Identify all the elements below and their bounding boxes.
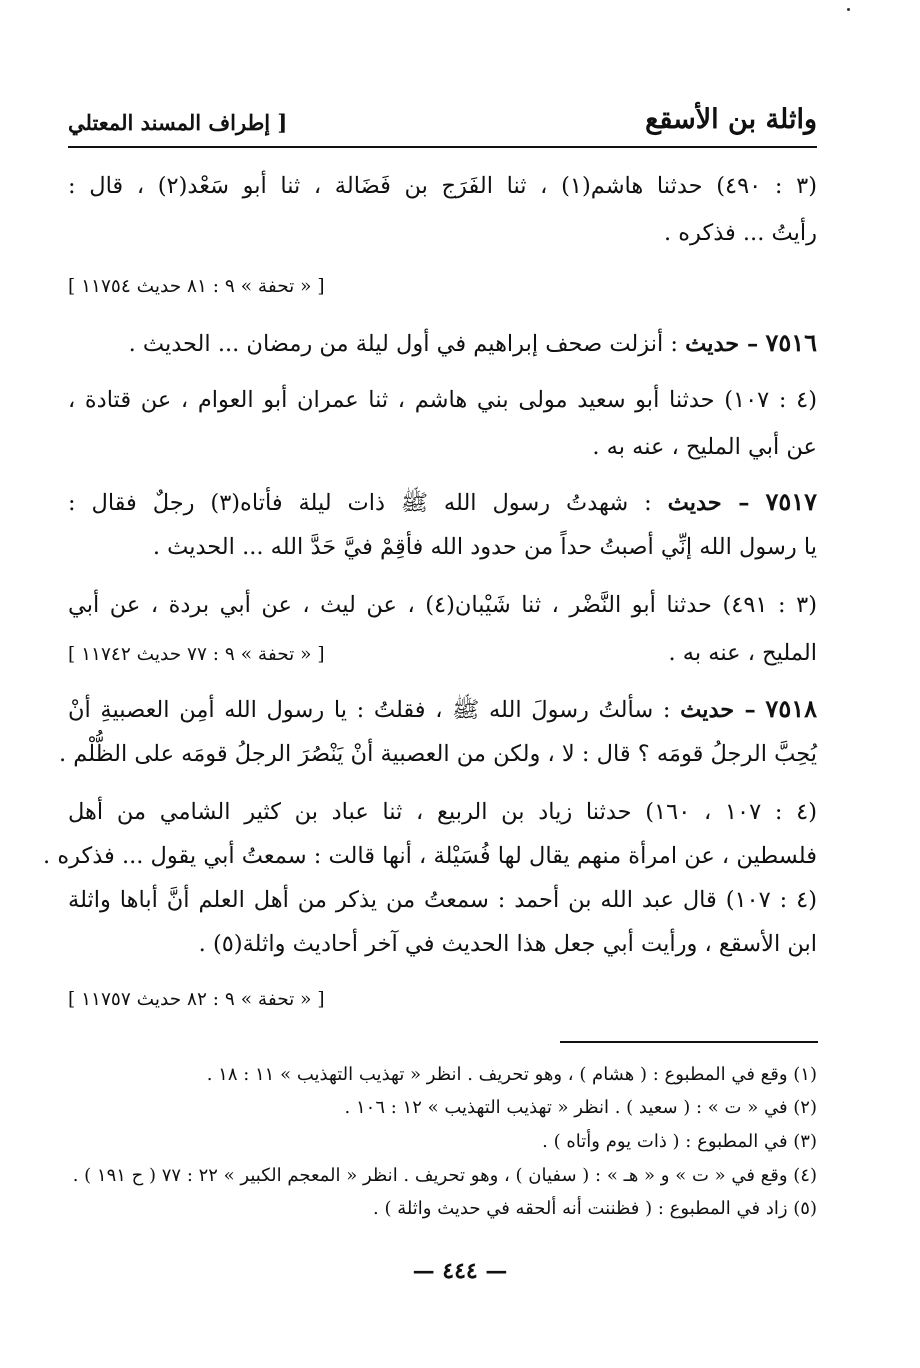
chain-line-5: عن أبي المليح ، عنه به .: [592, 434, 817, 460]
scan-speck: [847, 8, 850, 11]
hadith-7518-text-line-2: يُحِبَّ الرجلُ قومَه ؟ قال : لا ، ولكن من العصبية أنْ يَنْصُرَ الرجلُ قومَه على الظُّلْم .: [58, 741, 817, 767]
footnote-1: (١) وقع في المطبوع : ( هشام ) ، وهو تحريف . انظر « تهذيب التهذيب » ١١ : ١٨ .: [206, 1064, 817, 1085]
footnote-2: (٢) في « ت » : ( سعيد ) . انظر « تهذيب التهذيب » ١٢ : ١٠٦ .: [344, 1097, 817, 1118]
chain-line-1: (٣ : ٤٩٠) حدثنا هاشم(١) ، ثنا الفَرَج بن فَضَالة ، ثنا أبو سَعْد(٢) ، قال :: [68, 173, 817, 199]
hadith-label: – حديث: [680, 697, 756, 723]
chain-line-12: (٤ : ١٠٧ ، ١٦٠) حدثنا زياد بن الربيع ، ثنا عباد بن كثير الشامي من أهل: [68, 799, 817, 825]
hadith-label: – حديث: [667, 490, 750, 516]
hadith-number: ٧٥١٧: [765, 487, 817, 516]
hadith-number: ٧٥١٨: [765, 694, 817, 723]
header-book-title: [ إطراف المسند المعتلي: [68, 110, 288, 135]
hadith-text: : سألتُ رسولَ الله ﷺ ، فقلتُ : يا رسول الله أمِن العصبيةِ أنْ: [68, 697, 671, 723]
tuhfa-reference-1: [ « تحفة » ٩ : ٨١ حديث ١١٧٥٤ ]: [68, 276, 325, 297]
tuhfa-reference-2: [ « تحفة » ٩ : ٧٧ حديث ١١٧٤٢ ]: [68, 644, 325, 665]
tuhfa-reference-3: [ « تحفة » ٩ : ٨٢ حديث ١١٧٥٧ ]: [68, 989, 325, 1010]
chain-line-14: (٤ : ١٠٧) قال عبد الله بن أحمد : سمعتُ من يذكر من أهل العلم أنَّ أباها واثلة: [68, 887, 817, 913]
hadith-7518-heading: [68, 694, 817, 729]
chain-line-15: ابن الأسقع ، ورأيت أبي جعل هذا الحديث في آخر أحاديث واثلة(٥) .: [198, 931, 817, 957]
chain-line-8: (٣ : ٤٩١) حدثنا أبو النَّضْر ، ثنا شَيْبان(٤) ، عن ليث ، عن أبي بردة ، عن أبي: [68, 592, 817, 618]
chain-line-4: (٤ : ١٠٧) حدثنا أبو سعيد مولى بني هاشم ، ثنا عمران أبو العوام ، عن قتادة ،: [68, 387, 817, 413]
hadith-7516-heading: [68, 328, 817, 357]
footnote-3: (٣) في المطبوع : ( ذات يوم وأتاه ) .: [542, 1131, 817, 1152]
header-divider: [68, 146, 817, 148]
hadith-text: : أنزلت صحف إبراهيم في أول ليلة من رمضان ... الحديث .: [128, 331, 678, 357]
hadith-7517-heading: [68, 487, 817, 522]
chain-line-2: رأيتُ ... فذكره .: [663, 220, 817, 246]
footnote-4: (٤) وقع في « ت » و « هـ » : ( سفيان ) ، وهو تحريف . انظر « المعجم الكبير » ٢٢ : ٧٧ ( ح ١٩١ ) .: [72, 1165, 817, 1186]
footnote-divider: [560, 1041, 818, 1043]
footnote-5: (٥) زاد في المطبوع : ( فظننت أنه ألحقه في حديث واثلة ) .: [373, 1198, 817, 1219]
chain-line-9: المليح ، عنه به .: [668, 640, 817, 666]
chain-line-13: فلسطين ، عن امرأة منهم يقال لها فُسَيْلة ، أنها قالت : سمعتُ أبي يقول ... فذكره .: [43, 843, 817, 869]
header-chapter-title: واثلة بن الأسقع: [645, 104, 817, 135]
hadith-label: – حديث: [685, 331, 759, 357]
hadith-text: : شهدتُ رسول الله ﷺ ذات ليلة فأتاه(٣) رجلٌ فقال :: [68, 490, 652, 516]
hadith-number: ٧٥١٦: [765, 328, 817, 357]
hadith-7517-text-line-2: يا رسول الله إنِّي أصبتُ حداً من حدود الله فأقِمْ فيَّ حَدَّ الله ... الحديث .: [152, 534, 817, 560]
page-number: — ٤٤٤ —: [412, 1258, 508, 1284]
running-header: [68, 104, 817, 148]
